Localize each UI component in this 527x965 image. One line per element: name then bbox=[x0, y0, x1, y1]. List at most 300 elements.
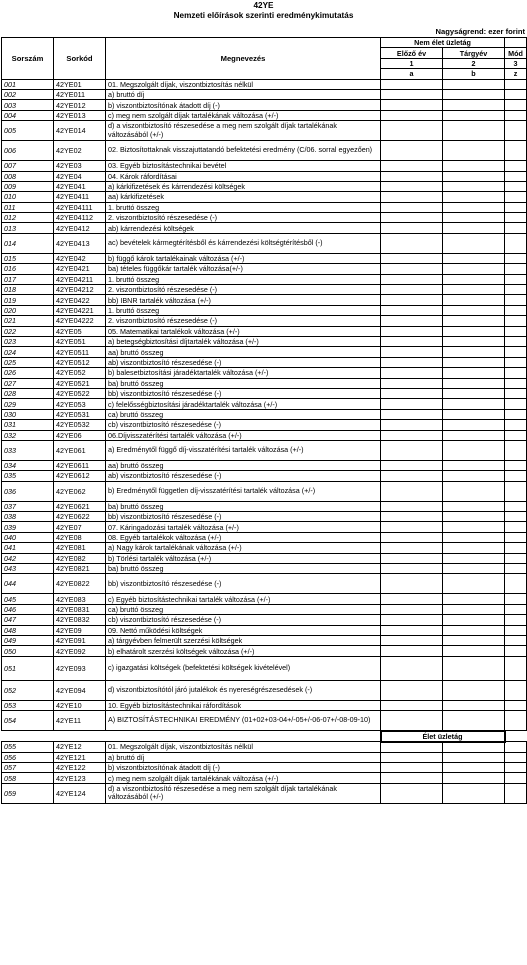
cell-mod[interactable] bbox=[505, 646, 527, 656]
row-seq: 022 bbox=[2, 326, 54, 336]
cell-current-year[interactable] bbox=[443, 409, 505, 419]
cell-current-year[interactable] bbox=[443, 574, 505, 594]
table-row bbox=[2, 773, 527, 783]
row-name: a) Eredménytől függő díj-visszatérítési tartalék változása (+/-) bbox=[106, 440, 381, 460]
row-code: 42YE04111 bbox=[54, 202, 106, 212]
cell-mod[interactable] bbox=[505, 409, 527, 419]
cell-prev-year[interactable] bbox=[381, 253, 443, 263]
cell-prev-year[interactable] bbox=[381, 625, 443, 635]
row-name: bb) IBNR tartalék változása (+/-) bbox=[106, 295, 381, 305]
cell-current-year[interactable] bbox=[443, 646, 505, 656]
cell-prev-year[interactable] bbox=[381, 481, 443, 501]
cell-prev-year[interactable] bbox=[381, 501, 443, 511]
cell-current-year[interactable] bbox=[443, 368, 505, 378]
row-name: 1. bruttó összeg bbox=[106, 305, 381, 315]
row-seq: 018 bbox=[2, 285, 54, 295]
cell-prev-year[interactable] bbox=[381, 773, 443, 783]
row-seq: 053 bbox=[2, 700, 54, 710]
blank-cell bbox=[54, 731, 106, 742]
cell-current-year[interactable] bbox=[443, 594, 505, 604]
cell-mod[interactable] bbox=[505, 420, 527, 430]
cell-current-year[interactable] bbox=[443, 501, 505, 511]
row-code: 42YE0521 bbox=[54, 378, 106, 388]
cell-prev-year[interactable] bbox=[381, 141, 443, 161]
header-num-3: 3 bbox=[505, 58, 527, 68]
row-seq: 023 bbox=[2, 336, 54, 346]
row-code: 42YE0821 bbox=[54, 564, 106, 574]
cell-current-year[interactable] bbox=[443, 223, 505, 233]
cell-mod[interactable] bbox=[505, 501, 527, 511]
cell-current-year[interactable] bbox=[443, 141, 505, 161]
header-letter-z: z bbox=[505, 69, 527, 79]
table-row bbox=[2, 481, 527, 501]
row-name: a) Nagy károk tartalékának változása (+/-) bbox=[106, 543, 381, 553]
cell-mod[interactable] bbox=[505, 368, 527, 378]
cell-prev-year[interactable] bbox=[381, 711, 443, 731]
header-num-2: 2 bbox=[443, 58, 505, 68]
row-seq: 043 bbox=[2, 564, 54, 574]
row-name: aa) bruttó összeg bbox=[106, 460, 381, 470]
cell-mod[interactable] bbox=[505, 512, 527, 522]
table-row bbox=[2, 420, 527, 430]
cell-prev-year[interactable] bbox=[381, 574, 443, 594]
row-code: 42YE01 bbox=[54, 79, 106, 89]
row-name: b) balesetbiztosítási járadéktartalék változása (+/-) bbox=[106, 368, 381, 378]
row-seq: 032 bbox=[2, 430, 54, 440]
header-letter-a: a bbox=[381, 69, 443, 79]
cell-mod[interactable] bbox=[505, 89, 527, 99]
table-row bbox=[2, 656, 527, 680]
cell-current-year[interactable] bbox=[443, 192, 505, 202]
row-seq: 036 bbox=[2, 481, 54, 501]
row-code: 42YE02 bbox=[54, 141, 106, 161]
cell-current-year[interactable] bbox=[443, 440, 505, 460]
cell-current-year[interactable] bbox=[443, 783, 505, 803]
row-name: ba) bruttó összeg bbox=[106, 378, 381, 388]
cell-mod[interactable] bbox=[505, 378, 527, 388]
cell-current-year[interactable] bbox=[443, 532, 505, 542]
cell-mod[interactable] bbox=[505, 347, 527, 357]
row-seq: 057 bbox=[2, 762, 54, 772]
table-row bbox=[2, 594, 527, 604]
cell-prev-year[interactable] bbox=[381, 543, 443, 553]
row-seq: 033 bbox=[2, 440, 54, 460]
cell-current-year[interactable] bbox=[443, 378, 505, 388]
table-row bbox=[2, 564, 527, 574]
row-seq: 026 bbox=[2, 368, 54, 378]
header-letter-b: b bbox=[443, 69, 505, 79]
cell-current-year[interactable] bbox=[443, 471, 505, 481]
row-name: 1. bruttó összeg bbox=[106, 274, 381, 284]
cell-prev-year[interactable] bbox=[381, 409, 443, 419]
cell-mod[interactable] bbox=[505, 181, 527, 191]
cell-mod[interactable] bbox=[505, 543, 527, 553]
row-code: 42YE07 bbox=[54, 522, 106, 532]
cell-prev-year[interactable] bbox=[381, 378, 443, 388]
row-code: 42YE0621 bbox=[54, 501, 106, 511]
cell-mod[interactable] bbox=[505, 110, 527, 120]
row-code: 42YE012 bbox=[54, 100, 106, 110]
cell-mod[interactable] bbox=[505, 604, 527, 614]
cell-current-year[interactable] bbox=[443, 420, 505, 430]
cell-prev-year[interactable] bbox=[381, 594, 443, 604]
header-code: Sorkód bbox=[54, 38, 106, 80]
cell-prev-year[interactable] bbox=[381, 522, 443, 532]
cell-mod[interactable] bbox=[505, 635, 527, 645]
row-code: 42YE011 bbox=[54, 89, 106, 99]
cell-prev-year[interactable] bbox=[381, 213, 443, 223]
row-seq: 014 bbox=[2, 233, 54, 253]
row-seq: 054 bbox=[2, 711, 54, 731]
cell-mod[interactable] bbox=[505, 564, 527, 574]
cell-prev-year[interactable] bbox=[381, 604, 443, 614]
cell-prev-year[interactable] bbox=[381, 274, 443, 284]
cell-prev-year[interactable] bbox=[381, 223, 443, 233]
cell-mod[interactable] bbox=[505, 471, 527, 481]
cell-prev-year[interactable] bbox=[381, 420, 443, 430]
row-code: 42YE0532 bbox=[54, 420, 106, 430]
cell-prev-year[interactable] bbox=[381, 615, 443, 625]
cell-current-year[interactable] bbox=[443, 460, 505, 470]
cell-current-year[interactable] bbox=[443, 553, 505, 563]
header-prev-year: Előző év bbox=[381, 48, 443, 58]
table-row bbox=[2, 711, 527, 731]
table-row bbox=[2, 110, 527, 120]
row-seq: 040 bbox=[2, 532, 54, 542]
cell-mod[interactable] bbox=[505, 305, 527, 315]
row-name: d) a viszontbiztosító részesedése a meg nem szolgált díjak tartalékának változásából (+/-) bbox=[106, 783, 381, 803]
header-name: Megnevezés bbox=[106, 38, 381, 80]
cell-prev-year[interactable] bbox=[381, 399, 443, 409]
header-current-year: Tárgyév bbox=[443, 48, 505, 58]
cell-prev-year[interactable] bbox=[381, 460, 443, 470]
cell-prev-year[interactable] bbox=[381, 368, 443, 378]
cell-prev-year[interactable] bbox=[381, 430, 443, 440]
cell-mod[interactable] bbox=[505, 202, 527, 212]
section-nonlife-header: Nem élet üzletág bbox=[381, 38, 505, 48]
row-code: 42YE0421 bbox=[54, 264, 106, 274]
cell-prev-year[interactable] bbox=[381, 79, 443, 89]
row-code: 42YE094 bbox=[54, 680, 106, 700]
cell-mod[interactable] bbox=[505, 399, 527, 409]
cell-prev-year[interactable] bbox=[381, 89, 443, 99]
table-row bbox=[2, 264, 527, 274]
table-row bbox=[2, 574, 527, 594]
cell-mod[interactable] bbox=[505, 783, 527, 803]
table-row bbox=[2, 347, 527, 357]
cell-prev-year[interactable] bbox=[381, 264, 443, 274]
cell-prev-year[interactable] bbox=[381, 635, 443, 645]
cell-prev-year[interactable] bbox=[381, 202, 443, 212]
cell-current-year[interactable] bbox=[443, 161, 505, 171]
cell-mod[interactable] bbox=[505, 213, 527, 223]
cell-mod[interactable] bbox=[505, 553, 527, 563]
cell-prev-year[interactable] bbox=[381, 347, 443, 357]
row-name: ba) bruttó összeg bbox=[106, 501, 381, 511]
row-code: 42YE042 bbox=[54, 253, 106, 263]
row-name: b) viszontbiztosítónak átadott díj (-) bbox=[106, 100, 381, 110]
row-name: a) betegségbiztosítási díjtartalék változása (+/-) bbox=[106, 336, 381, 346]
cell-mod[interactable] bbox=[505, 773, 527, 783]
cell-mod[interactable] bbox=[505, 532, 527, 542]
cell-mod[interactable] bbox=[505, 625, 527, 635]
cell-mod[interactable] bbox=[505, 460, 527, 470]
row-code: 42YE0622 bbox=[54, 512, 106, 522]
cell-mod[interactable] bbox=[505, 253, 527, 263]
cell-mod[interactable] bbox=[505, 522, 527, 532]
cell-current-year[interactable] bbox=[443, 326, 505, 336]
cell-current-year[interactable] bbox=[443, 295, 505, 305]
table-row bbox=[2, 253, 527, 263]
cell-current-year[interactable] bbox=[443, 388, 505, 398]
header-num-1: 1 bbox=[381, 58, 443, 68]
row-seq: 025 bbox=[2, 357, 54, 367]
cell-mod[interactable] bbox=[505, 121, 527, 141]
cell-prev-year[interactable] bbox=[381, 192, 443, 202]
cell-current-year[interactable] bbox=[443, 773, 505, 783]
cell-prev-year[interactable] bbox=[381, 233, 443, 253]
cell-current-year[interactable] bbox=[443, 305, 505, 315]
row-name: bb) viszontbiztosító részesedése (-) bbox=[106, 388, 381, 398]
cell-mod[interactable] bbox=[505, 233, 527, 253]
cell-mod[interactable] bbox=[505, 440, 527, 460]
cell-prev-year[interactable] bbox=[381, 316, 443, 326]
cell-prev-year[interactable] bbox=[381, 295, 443, 305]
row-seq: 024 bbox=[2, 347, 54, 357]
row-name: 2. viszontbiztosító részesedése (-) bbox=[106, 213, 381, 223]
table-row bbox=[2, 742, 527, 752]
cell-mod[interactable] bbox=[505, 285, 527, 295]
cell-mod[interactable] bbox=[505, 171, 527, 181]
cell-current-year[interactable] bbox=[443, 604, 505, 614]
cell-prev-year[interactable] bbox=[381, 326, 443, 336]
cell-current-year[interactable] bbox=[443, 635, 505, 645]
section-row bbox=[2, 731, 527, 742]
cell-mod[interactable] bbox=[505, 711, 527, 731]
table-row bbox=[2, 543, 527, 553]
row-seq: 012 bbox=[2, 213, 54, 223]
cell-mod[interactable] bbox=[505, 264, 527, 274]
row-code: 42YE093 bbox=[54, 656, 106, 680]
cell-current-year[interactable] bbox=[443, 700, 505, 710]
row-seq: 008 bbox=[2, 171, 54, 181]
row-name: 01. Megszolgált díjak, viszontbiztosítás nélkül bbox=[106, 742, 381, 752]
cell-mod[interactable] bbox=[505, 574, 527, 594]
cell-prev-year[interactable] bbox=[381, 700, 443, 710]
cell-prev-year[interactable] bbox=[381, 171, 443, 181]
cell-mod[interactable] bbox=[505, 700, 527, 710]
cell-current-year[interactable] bbox=[443, 625, 505, 635]
cell-prev-year[interactable] bbox=[381, 680, 443, 700]
table-row bbox=[2, 409, 527, 419]
cell-current-year[interactable] bbox=[443, 522, 505, 532]
row-name: c) igazgatási költségek (befektetési költségek kivételével) bbox=[106, 656, 381, 680]
row-code: 42YE0612 bbox=[54, 471, 106, 481]
cell-prev-year[interactable] bbox=[381, 512, 443, 522]
table-row bbox=[2, 625, 527, 635]
cell-prev-year[interactable] bbox=[381, 100, 443, 110]
cell-prev-year[interactable] bbox=[381, 388, 443, 398]
cell-current-year[interactable] bbox=[443, 233, 505, 253]
row-name: 08. Egyéb tartalékok változása (+/-) bbox=[106, 532, 381, 542]
cell-current-year[interactable] bbox=[443, 543, 505, 553]
cell-current-year[interactable] bbox=[443, 481, 505, 501]
cell-mod[interactable] bbox=[505, 274, 527, 284]
blank-cell bbox=[505, 731, 527, 742]
cell-prev-year[interactable] bbox=[381, 121, 443, 141]
table-row bbox=[2, 680, 527, 700]
row-name: a) tárgyévben felmerült szerzési költségek bbox=[106, 635, 381, 645]
cell-current-year[interactable] bbox=[443, 711, 505, 731]
cell-mod[interactable] bbox=[505, 680, 527, 700]
row-seq: 020 bbox=[2, 305, 54, 315]
cell-current-year[interactable] bbox=[443, 512, 505, 522]
cell-mod[interactable] bbox=[505, 742, 527, 752]
cell-current-year[interactable] bbox=[443, 357, 505, 367]
cell-current-year[interactable] bbox=[443, 100, 505, 110]
row-code: 42YE0611 bbox=[54, 460, 106, 470]
cell-prev-year[interactable] bbox=[381, 646, 443, 656]
cell-mod[interactable] bbox=[505, 388, 527, 398]
header-seq: Sorszám bbox=[2, 38, 54, 80]
table-row bbox=[2, 285, 527, 295]
cell-current-year[interactable] bbox=[443, 762, 505, 772]
cell-mod[interactable] bbox=[505, 357, 527, 367]
row-code: 42YE0522 bbox=[54, 388, 106, 398]
table-row bbox=[2, 100, 527, 110]
row-seq: 047 bbox=[2, 615, 54, 625]
cell-current-year[interactable] bbox=[443, 336, 505, 346]
cell-mod[interactable] bbox=[505, 192, 527, 202]
row-seq: 051 bbox=[2, 656, 54, 680]
cell-mod[interactable] bbox=[505, 481, 527, 501]
cell-mod[interactable] bbox=[505, 430, 527, 440]
cell-mod[interactable] bbox=[505, 223, 527, 233]
cell-current-year[interactable] bbox=[443, 274, 505, 284]
cell-mod[interactable] bbox=[505, 316, 527, 326]
cell-current-year[interactable] bbox=[443, 564, 505, 574]
cell-current-year[interactable] bbox=[443, 742, 505, 752]
cell-mod[interactable] bbox=[505, 326, 527, 336]
row-code: 42YE014 bbox=[54, 121, 106, 141]
table-row bbox=[2, 295, 527, 305]
row-name: ca) bruttó összeg bbox=[106, 604, 381, 614]
row-seq: 059 bbox=[2, 783, 54, 803]
row-code: 42YE11 bbox=[54, 711, 106, 731]
cell-mod[interactable] bbox=[505, 100, 527, 110]
cell-prev-year[interactable] bbox=[381, 783, 443, 803]
cell-prev-year[interactable] bbox=[381, 305, 443, 315]
cell-current-year[interactable] bbox=[443, 213, 505, 223]
table-row bbox=[2, 553, 527, 563]
row-code: 42YE121 bbox=[54, 752, 106, 762]
cell-current-year[interactable] bbox=[443, 680, 505, 700]
cell-mod[interactable] bbox=[505, 656, 527, 680]
row-seq: 037 bbox=[2, 501, 54, 511]
cell-prev-year[interactable] bbox=[381, 161, 443, 171]
cell-prev-year[interactable] bbox=[381, 471, 443, 481]
row-seq: 016 bbox=[2, 264, 54, 274]
cell-mod[interactable] bbox=[505, 336, 527, 346]
cell-prev-year[interactable] bbox=[381, 357, 443, 367]
cell-mod[interactable] bbox=[505, 79, 527, 89]
cell-current-year[interactable] bbox=[443, 110, 505, 120]
row-code: 42YE0422 bbox=[54, 295, 106, 305]
cell-mod[interactable] bbox=[505, 762, 527, 772]
row-name: 09. Nettó működési költségek bbox=[106, 625, 381, 635]
row-name: b) viszontbiztosítónak átadott díj (-) bbox=[106, 762, 381, 772]
row-seq: 048 bbox=[2, 625, 54, 635]
cell-current-year[interactable] bbox=[443, 752, 505, 762]
cell-mod[interactable] bbox=[505, 295, 527, 305]
cell-prev-year[interactable] bbox=[381, 440, 443, 460]
cell-current-year[interactable] bbox=[443, 285, 505, 295]
cell-prev-year[interactable] bbox=[381, 762, 443, 772]
cell-prev-year[interactable] bbox=[381, 110, 443, 120]
row-code: 42YE0831 bbox=[54, 604, 106, 614]
cell-current-year[interactable] bbox=[443, 79, 505, 89]
cell-prev-year[interactable] bbox=[381, 285, 443, 295]
table-row bbox=[2, 501, 527, 511]
cell-mod[interactable] bbox=[505, 615, 527, 625]
cell-prev-year[interactable] bbox=[381, 181, 443, 191]
cell-mod[interactable] bbox=[505, 594, 527, 604]
row-code: 42YE05 bbox=[54, 326, 106, 336]
cell-current-year[interactable] bbox=[443, 430, 505, 440]
cell-current-year[interactable] bbox=[443, 316, 505, 326]
cell-prev-year[interactable] bbox=[381, 553, 443, 563]
cell-current-year[interactable] bbox=[443, 181, 505, 191]
row-code: 42YE041 bbox=[54, 181, 106, 191]
row-seq: 030 bbox=[2, 409, 54, 419]
cell-mod[interactable] bbox=[505, 141, 527, 161]
cell-current-year[interactable] bbox=[443, 656, 505, 680]
row-code: 42YE04221 bbox=[54, 305, 106, 315]
table-row bbox=[2, 336, 527, 346]
cell-current-year[interactable] bbox=[443, 89, 505, 99]
row-code: 42YE04112 bbox=[54, 213, 106, 223]
row-name: 2. viszontbiztosító részesedése (-) bbox=[106, 285, 381, 295]
cell-current-year[interactable] bbox=[443, 347, 505, 357]
cell-prev-year[interactable] bbox=[381, 742, 443, 752]
row-name: 03. Egyéb biztosítástechnikai bevétel bbox=[106, 161, 381, 171]
cell-prev-year[interactable] bbox=[381, 564, 443, 574]
cell-current-year[interactable] bbox=[443, 253, 505, 263]
cell-mod[interactable] bbox=[505, 752, 527, 762]
cell-mod[interactable] bbox=[505, 161, 527, 171]
cell-prev-year[interactable] bbox=[381, 752, 443, 762]
row-name: 06.Díjvisszatérítési tartalék változása (+/-) bbox=[106, 430, 381, 440]
cell-current-year[interactable] bbox=[443, 121, 505, 141]
cell-current-year[interactable] bbox=[443, 399, 505, 409]
row-code: 42YE122 bbox=[54, 762, 106, 772]
row-code: 42YE09 bbox=[54, 625, 106, 635]
table-row bbox=[2, 89, 527, 99]
cell-prev-year[interactable] bbox=[381, 336, 443, 346]
cell-prev-year[interactable] bbox=[381, 532, 443, 542]
row-code: 42YE04212 bbox=[54, 285, 106, 295]
cell-current-year[interactable] bbox=[443, 202, 505, 212]
row-name: c) meg nem szolgált díjak tartalékának változása (+/-) bbox=[106, 110, 381, 120]
cell-prev-year[interactable] bbox=[381, 656, 443, 680]
row-seq: 005 bbox=[2, 121, 54, 141]
cell-current-year[interactable] bbox=[443, 264, 505, 274]
row-name: b) elhatárolt szerzési költségek változása (+/-) bbox=[106, 646, 381, 656]
cell-current-year[interactable] bbox=[443, 615, 505, 625]
cell-current-year[interactable] bbox=[443, 171, 505, 181]
row-code: 42YE0412 bbox=[54, 223, 106, 233]
row-seq: 021 bbox=[2, 316, 54, 326]
